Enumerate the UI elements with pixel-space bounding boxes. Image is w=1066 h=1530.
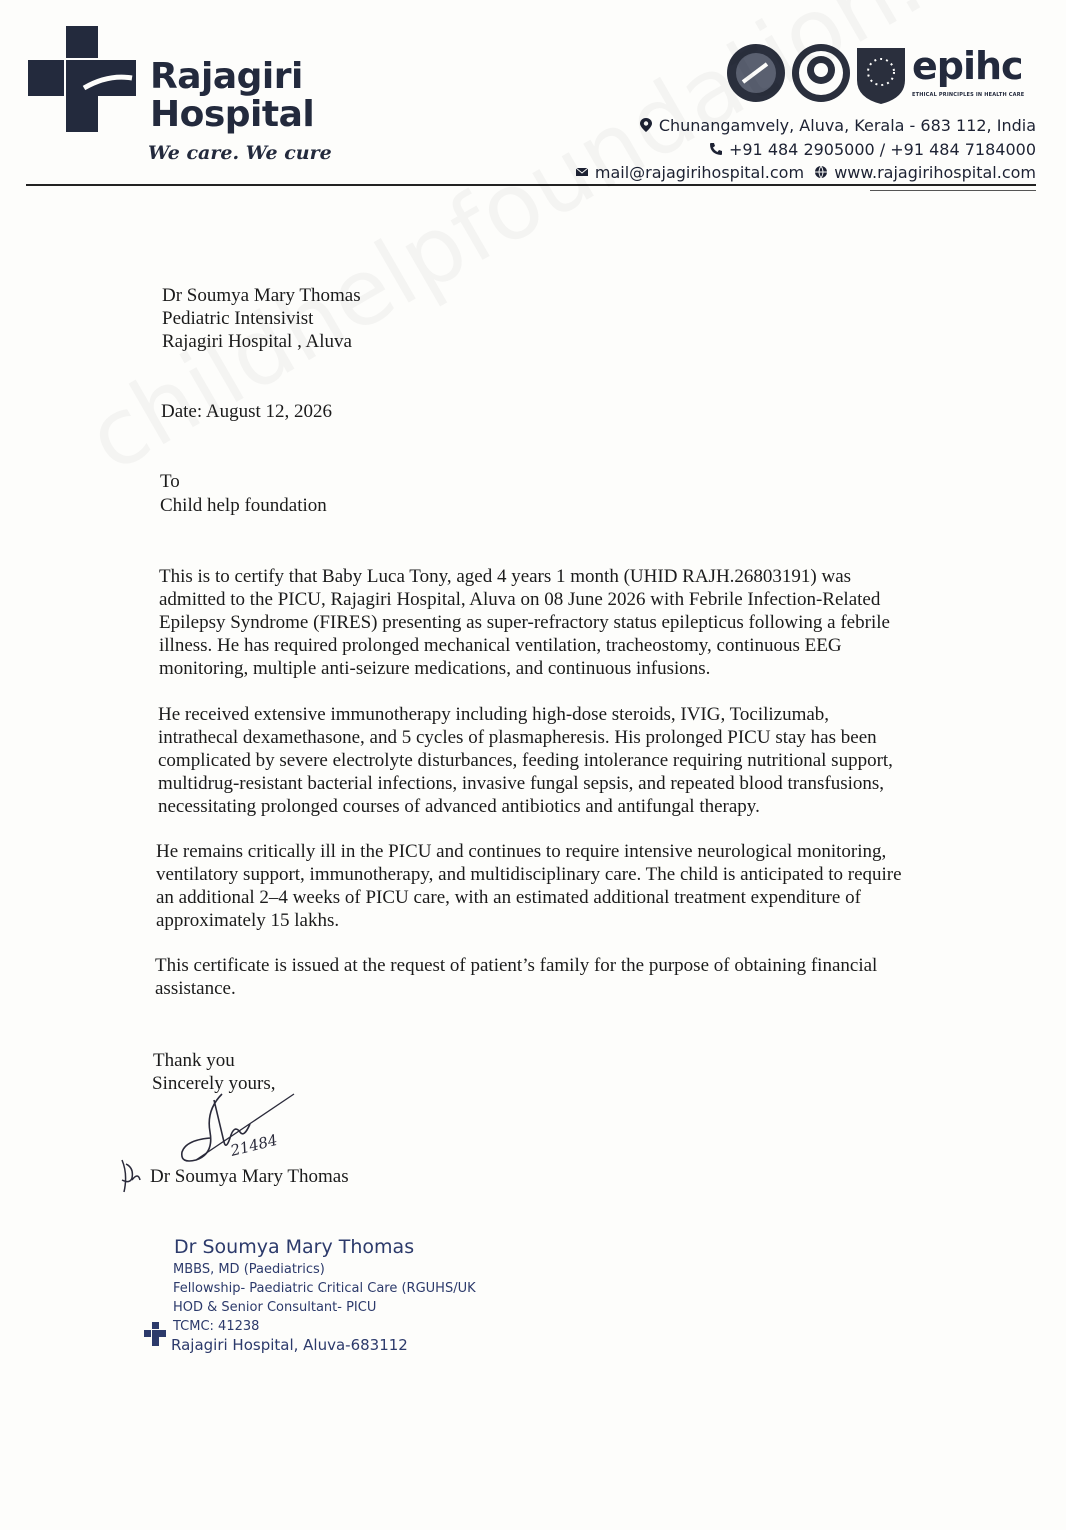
handwritten-signature <box>110 1080 310 1210</box>
paragraph-diagnosis <box>159 565 919 680</box>
paragraph-line: This certificate is issued at the request of patient’s family for the purpose of obtaining financial <box>155 955 878 976</box>
stamp-fellowship: Fellowship- Paediatric Critical Care (RGUHS/UK <box>173 1281 476 1296</box>
paragraph-line: He received extensive immunotherapy including high-dose steroids, IVIG, Tocilizumab, <box>158 704 830 725</box>
closing-sincerely: Sincerely yours, <box>152 1073 276 1094</box>
accreditation-word: epihc <box>912 44 1023 88</box>
contact-address <box>639 116 1036 135</box>
paragraph-line: multidrug-resistant bacterial infections, invasive fungal sepsis, and repeated blood transfusions, <box>158 773 885 794</box>
letter-date: Date: August 12, 2026 <box>161 401 332 422</box>
paragraph-line: intrathecal dexamethasone, and 5 cycles of plasmapheresis. His prolonged PICU stay has been <box>158 727 877 748</box>
address-text: Chunangamvely, Aluva, Kerala - 683 112, India <box>658 116 1036 135</box>
globe-icon <box>814 165 828 179</box>
recipient-org: Child help foundation <box>160 495 327 516</box>
paragraph-line: Epilepsy Syndrome (FIRES) presenting as super-refractory status epilepticus following a febrile <box>159 612 890 633</box>
location-pin-icon <box>639 118 653 132</box>
recipient-to: To <box>160 471 180 492</box>
accreditation-tagline: ETHICAL PRINCIPLES IN HEALTH CARE <box>912 92 1025 98</box>
hospital-cross-logo <box>28 26 136 134</box>
contact-phone <box>709 140 1036 159</box>
paragraph-line: assistance. <box>155 978 236 999</box>
paragraph-line: admitted to the PICU, Rajagiri Hospital, Aluva on 08 June 2026 with Febrile Infection-Related <box>159 589 881 610</box>
paragraph-line: monitoring, multiple anti-seizure medications, and continuous infusions. <box>159 658 711 679</box>
paragraph-line: He remains critically ill in the PICU and continues to require intensive neurological monitoring, <box>156 841 887 862</box>
mail-icon <box>575 165 589 179</box>
paragraph-line: necessitating prolonged courses of advanced antibiotics and antifungal therapy. <box>158 796 760 817</box>
sender-title: Pediatric Intensivist <box>162 308 314 329</box>
sender-name: Dr Soumya Mary Thomas <box>162 285 361 306</box>
stamp-tcmc: TCMC: 41238 <box>173 1319 260 1334</box>
hospital-brand-name <box>150 58 314 134</box>
paragraph-current-status <box>156 840 916 932</box>
contact-web <box>575 163 1036 182</box>
email-text: mail@rajagirihospital.com <box>594 163 805 182</box>
brand-line-2: Hospital <box>150 94 315 135</box>
paragraph-line: approximately 15 lakhs. <box>156 910 340 931</box>
paragraph-line: an additional 2–4 weeks of PICU care, with an estimated additional treatment expenditure of <box>156 887 861 908</box>
brand-line-1: Rajagiri <box>150 56 303 97</box>
brand-tagline: We care. We cure <box>148 142 332 164</box>
phone-icon <box>709 142 723 156</box>
paragraph-line: ventilatory support, immunotherapy, and multidisciplinary care. The child is anticipated to require <box>156 864 902 885</box>
sender-org: Rajagiri Hospital , Aluva <box>162 331 352 352</box>
website-text: www.rajagirihospital.com <box>834 163 1036 182</box>
paragraph-line: This is to certify that Baby Luca Tony, aged 4 years 1 month (UHID RAJH.26803191) was <box>159 566 852 587</box>
stamp-position: HOD & Senior Consultant- PICU <box>173 1300 377 1315</box>
paragraph-treatment <box>158 703 918 818</box>
stamp-degree: MBBS, MD (Paediatrics) <box>173 1262 325 1277</box>
paragraph-line: illness. He has required prolonged mechanical ventilation, tracheostomy, continuous EEG <box>159 635 842 656</box>
phone-text: +91 484 2905000 / +91 484 7184000 <box>728 140 1036 159</box>
stamp-doctor-name: Dr Soumya Mary Thomas <box>174 1236 415 1258</box>
paragraph-line: complicated by severe electrolyte disturbances, feeding intolerance requiring nutritional support, <box>158 750 893 771</box>
closing-thanks: Thank you <box>153 1050 235 1071</box>
signature-number: 21484 <box>228 1130 280 1160</box>
paragraph-purpose <box>155 954 915 1000</box>
stamp-hospital-logo-icon <box>144 1322 166 1346</box>
stamp-hospital: Rajagiri Hospital, Aluva-683112 <box>171 1336 408 1354</box>
header-divider <box>26 184 1036 186</box>
header-divider-accent <box>870 190 1036 191</box>
signatory-name: Dr Soumya Mary Thomas <box>150 1166 349 1187</box>
